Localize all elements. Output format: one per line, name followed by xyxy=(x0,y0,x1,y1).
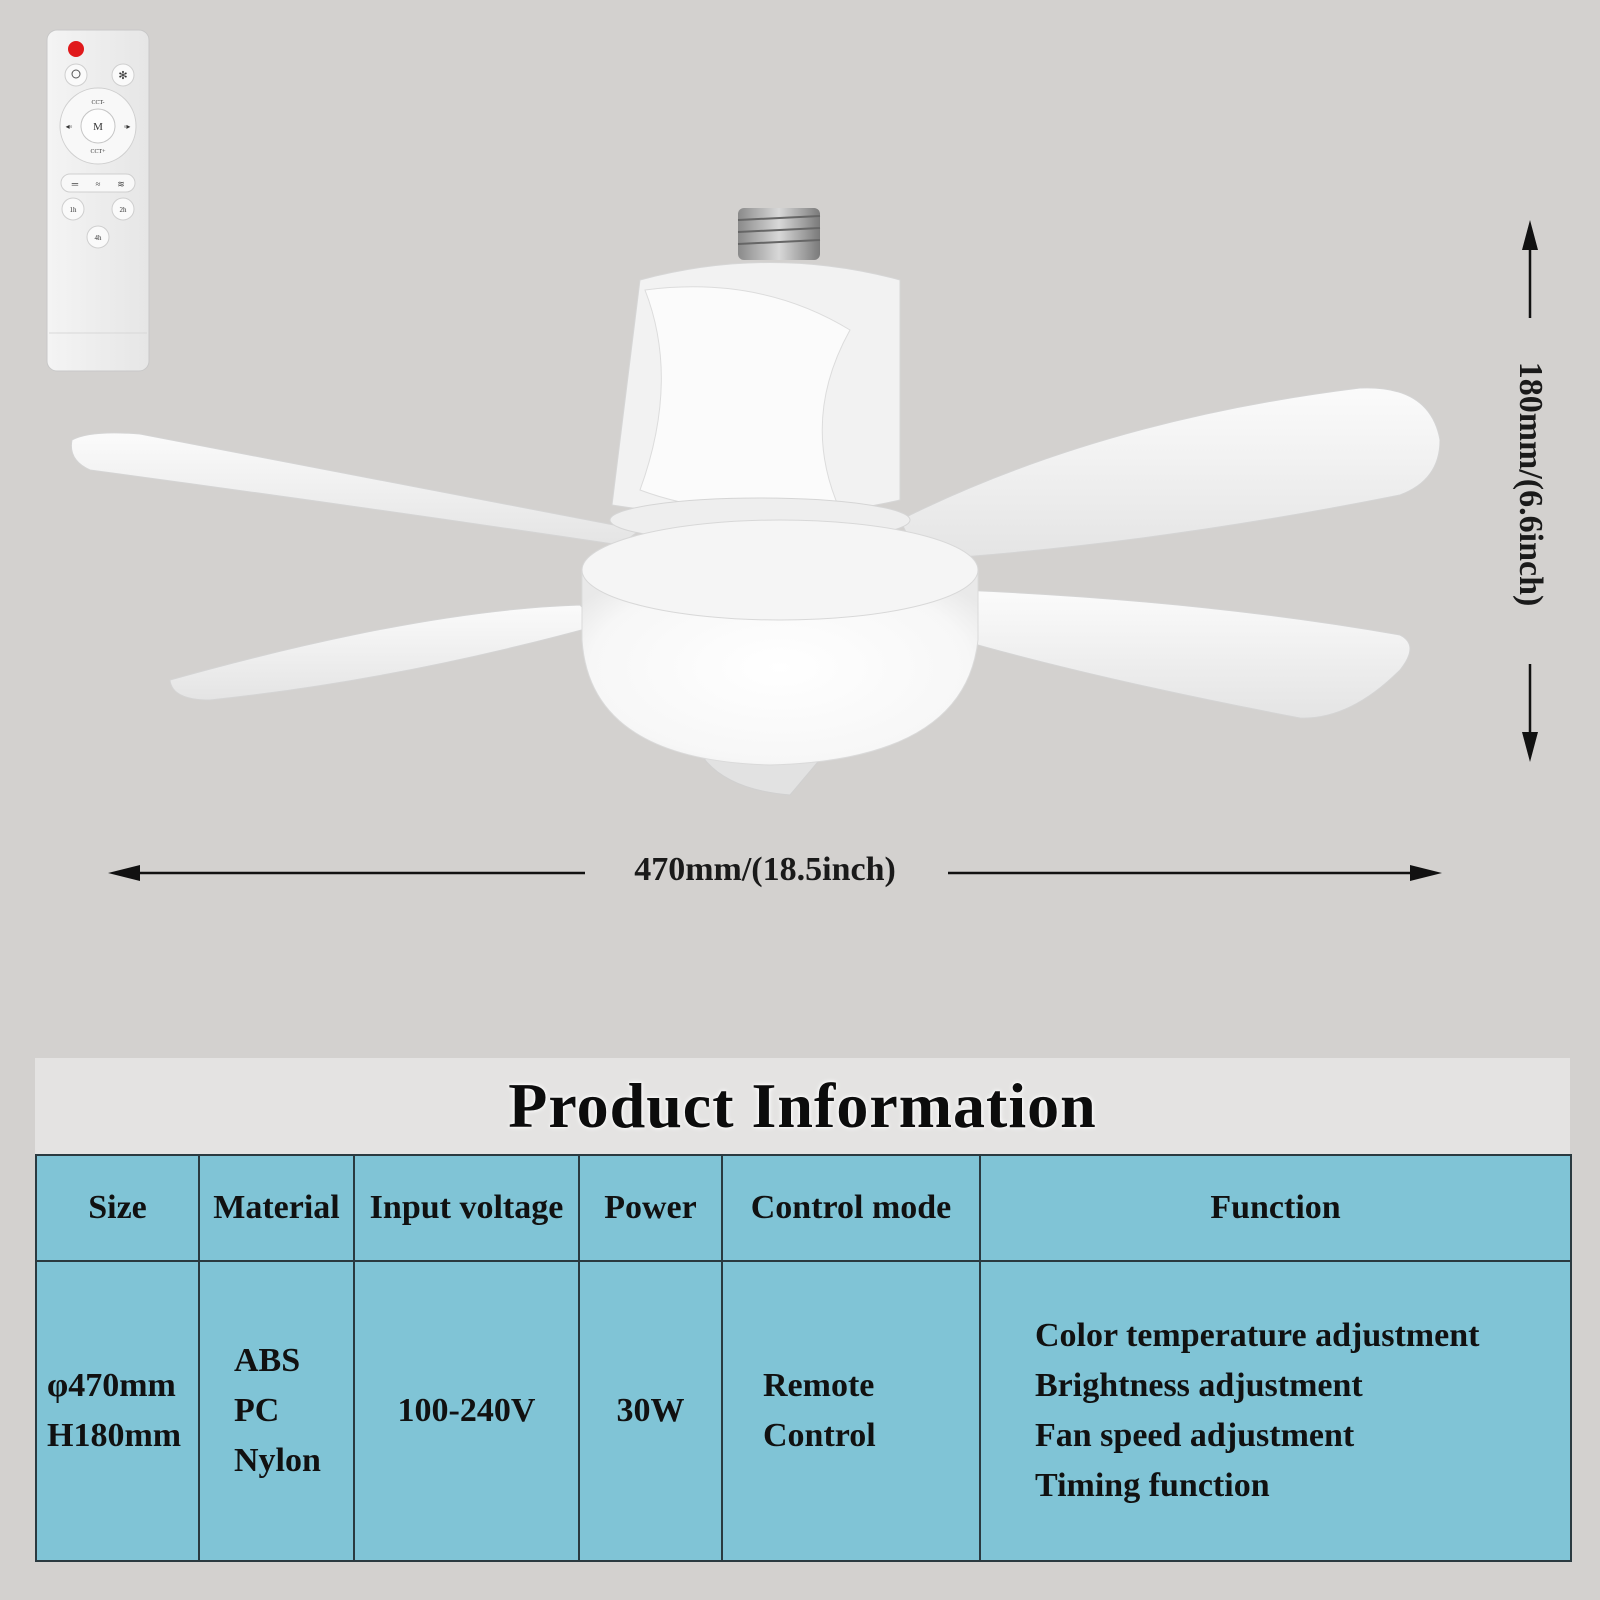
header-power: Power xyxy=(579,1155,722,1261)
dpad-icon xyxy=(60,88,136,164)
size-height: H180mm xyxy=(47,1417,182,1454)
timer-1h-label: 1h xyxy=(69,206,77,214)
table-row xyxy=(36,1261,1571,1561)
function-item: Color temperature adjustment xyxy=(1035,1317,1480,1354)
control-line: Control xyxy=(763,1417,876,1454)
height-dimension-label: 180mm/(6.6inch) xyxy=(1512,361,1549,607)
mode-label: M xyxy=(93,121,103,133)
function-item: Timing function xyxy=(1035,1467,1270,1504)
width-dimension-label: 470mm/(18.5inch) xyxy=(634,851,896,888)
cell-power: 30W xyxy=(579,1261,722,1561)
function-item: Fan speed adjustment xyxy=(1035,1417,1355,1454)
control-line: Remote xyxy=(763,1367,875,1404)
power-button-icon xyxy=(68,41,84,57)
size-diameter: φ470mm xyxy=(47,1367,176,1404)
timer-2h-label: 2h xyxy=(119,206,127,214)
header-material: Material xyxy=(199,1155,354,1261)
cell-material xyxy=(199,1261,354,1561)
svg-text:◦▸: ◦▸ xyxy=(123,122,131,131)
cell-function xyxy=(980,1261,1571,1561)
fan-button-icon xyxy=(112,64,134,86)
material-item: PC xyxy=(234,1392,280,1429)
svg-text:✻: ✻ xyxy=(118,70,128,82)
material-item: ABS xyxy=(234,1342,301,1379)
cell-control-mode xyxy=(722,1261,980,1561)
svg-text:◂◦: ◂◦ xyxy=(65,122,73,131)
header-input-voltage: Input voltage xyxy=(354,1155,579,1261)
product-info-table xyxy=(35,1154,1572,1562)
product-info-title: Product Information xyxy=(508,1070,1097,1141)
svg-text:≈: ≈ xyxy=(95,179,101,189)
light-bulb-button-icon xyxy=(65,64,87,86)
function-item: Brightness adjustment xyxy=(1035,1367,1363,1404)
header-function: Function xyxy=(980,1155,1571,1261)
cct-minus-label: CCT- xyxy=(91,100,105,106)
ceiling-fan-illustration xyxy=(60,190,1440,810)
timer-4h-label: 4h xyxy=(94,234,102,242)
cell-input-voltage: 100-240V xyxy=(354,1261,579,1561)
svg-text:═: ═ xyxy=(71,179,79,189)
cct-plus-label: CCT+ xyxy=(90,149,106,155)
table-header-row xyxy=(36,1155,1571,1261)
cell-size xyxy=(36,1261,199,1561)
svg-text:≋: ≋ xyxy=(117,179,125,189)
header-size: Size xyxy=(36,1155,199,1261)
product-info-header xyxy=(35,1058,1570,1154)
header-control-mode: Control mode xyxy=(722,1155,980,1261)
material-item: Nylon xyxy=(234,1442,321,1479)
